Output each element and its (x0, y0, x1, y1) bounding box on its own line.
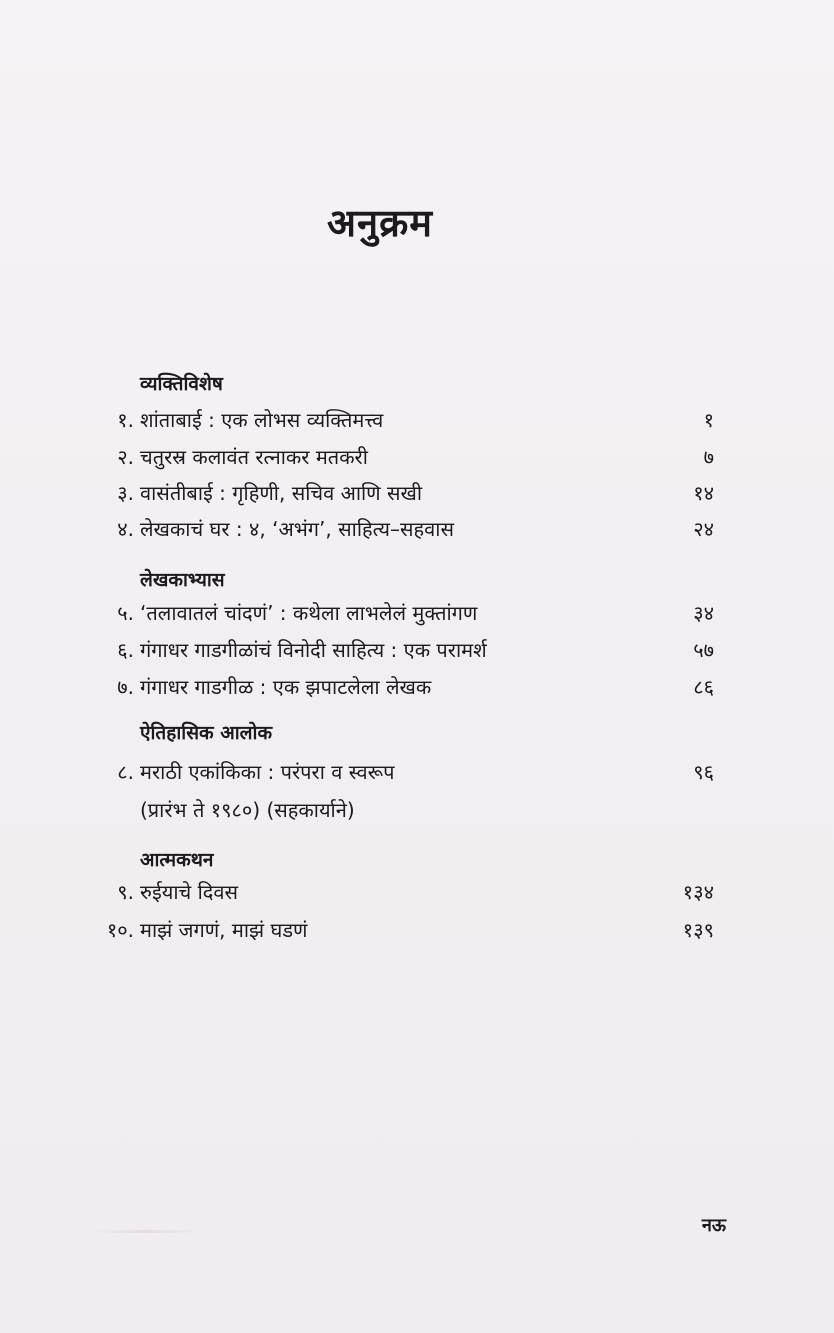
entry-number: ४. (117, 517, 134, 541)
section-heading: व्यक्तिविशेष (140, 373, 223, 395)
section-heading: लेखकाभ्यास (140, 569, 225, 591)
entry-number: ५. (117, 601, 134, 625)
entry-number: २. (117, 445, 134, 469)
entry-title: गंगाधर गाडगीळ : एक झपाटलेला लेखक (140, 675, 432, 699)
entry-page: ८६ (693, 675, 714, 699)
entry-title: गंगाधर गाडगीळांचं विनोदी साहित्य : एक परामर्श (140, 638, 487, 662)
entry-title: शांताबाई : एक लोभस व्यक्तिमत्त्व (140, 408, 384, 432)
entry-title: रुईयाचे दिवस (140, 880, 239, 904)
entry-number: १. (117, 408, 134, 432)
toc-entry (0, 406, 834, 440)
entry-page: ९६ (693, 760, 714, 784)
entry-number: ९. (117, 880, 134, 904)
toc-entry (0, 443, 834, 477)
entry-number: ६. (117, 638, 134, 662)
entry-number: १०. (106, 918, 134, 942)
entry-page: १३४ (682, 880, 714, 904)
entry-page: १४ (693, 481, 714, 505)
entry-page: ३४ (693, 601, 714, 625)
entry-title: वासंतीबाई : गृहिणी, सचिव आणि सखी (140, 481, 423, 505)
entry-page: १३९ (682, 918, 714, 942)
page-title: अनुक्रम (326, 201, 434, 245)
toc-entry (0, 636, 834, 670)
entry-page: २४ (693, 517, 714, 541)
entry-title: माझं जगणं, माझं घडणं (140, 918, 308, 942)
toc-entry (0, 599, 834, 633)
toc-entry (0, 758, 834, 792)
entry-number: ३. (117, 481, 134, 505)
toc-entry (0, 916, 834, 950)
entry-number: ७. (117, 675, 134, 699)
toc-entry (0, 878, 834, 912)
section-heading: आत्मकथन (140, 849, 214, 871)
toc-entry (0, 479, 834, 513)
entry-title: मराठी एकांकिका : परंपरा व स्वरूप (140, 760, 395, 784)
entry-page: १ (703, 408, 714, 432)
entry-title: ‘तलावातलं चांदणं’ : कथेला लाभलेलं मुक्तांगण (140, 601, 478, 625)
entry-page: ७ (703, 445, 714, 469)
entry-page: ५७ (693, 638, 714, 662)
page-number: नऊ (701, 1215, 726, 1236)
entry-title: लेखकाचं घर : ४, ‘अभंग’, साहित्य–सहवास (140, 517, 454, 541)
entry-subtitle: (प्रारंभ ते १९८०) (सहकार्याने) (140, 798, 355, 822)
toc-entry (0, 515, 834, 549)
entry-title: चतुरस्र कलावंत रत्नाकर मतकरी (140, 445, 368, 469)
toc-entry (0, 673, 834, 707)
section-heading: ऐतिहासिक आलोक (140, 722, 273, 744)
print-smudge (90, 1230, 200, 1233)
entry-number: ८. (117, 760, 134, 784)
